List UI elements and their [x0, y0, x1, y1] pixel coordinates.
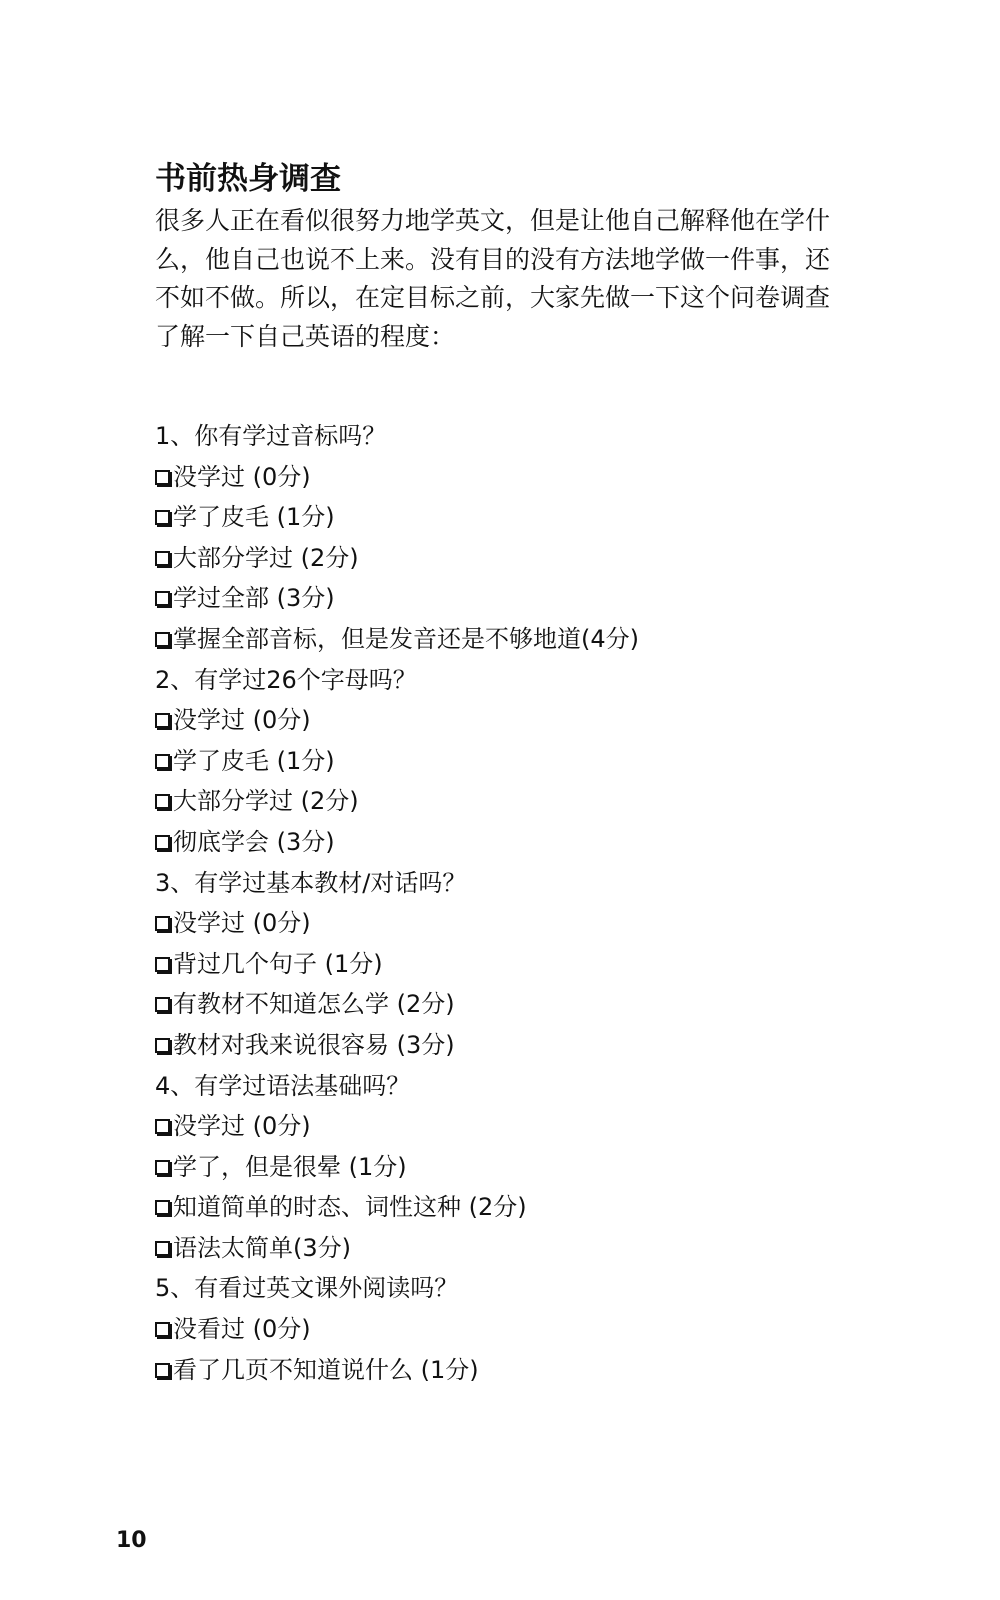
checkbox-icon[interactable] [155, 1200, 170, 1215]
question-2: 2、有学过26个字母吗？ [155, 665, 417, 694]
page-number: 10 [116, 1528, 147, 1553]
intro-paragraph: 很多人正在看似很努力地学英文，但是让他自己解释他在学什么，他自己也说不上来。没有目的没有方法地学做一件事，还不如不做。所以，在定目标之前，大家先做一下这个问卷调查了解一下自己英语的程度： [155, 206, 831, 351]
checkbox-icon[interactable] [155, 1038, 170, 1053]
option-label: 大部分学过 (2分) [173, 787, 359, 816]
option-label: 学了皮毛 (1分) [173, 746, 335, 775]
option-label: 没看过 (0分) [173, 1315, 311, 1344]
option-label: 没学过 (0分) [173, 462, 311, 491]
option-row[interactable] [155, 1187, 845, 1228]
checkbox-icon[interactable] [155, 591, 170, 606]
option-row[interactable] [155, 1350, 845, 1391]
checkbox-icon[interactable] [155, 997, 170, 1012]
option-row[interactable] [155, 497, 845, 538]
option-label: 学了，但是很晕 (1分) [173, 1152, 407, 1181]
checkbox-icon[interactable] [155, 1363, 170, 1378]
option-row[interactable] [155, 1106, 845, 1147]
checkbox-icon[interactable] [155, 713, 170, 728]
checkbox-icon[interactable] [155, 794, 170, 809]
option-label: 没学过 (0分) [173, 1112, 311, 1141]
option-row[interactable] [155, 578, 845, 619]
option-row[interactable] [155, 1228, 845, 1269]
option-label: 语法太简单(3分) [173, 1233, 351, 1262]
section-title: 书前热身调查 [155, 161, 341, 197]
checkbox-icon[interactable] [155, 835, 170, 850]
checkbox-icon[interactable] [155, 1160, 170, 1175]
option-label: 有教材不知道怎么学 (2分) [173, 990, 455, 1019]
question-1: 1、你有学过音标吗？ [155, 422, 387, 450]
option-row[interactable] [155, 538, 845, 579]
option-label: 掌握全部音标，但是发音还是不够地道(4分) [173, 624, 639, 653]
checkbox-icon[interactable] [155, 754, 170, 769]
question-3: 3、有学过基本教材/对话吗？ [155, 868, 467, 897]
option-row[interactable] [155, 1025, 845, 1066]
checkbox-icon[interactable] [155, 1119, 170, 1134]
checkbox-icon[interactable] [155, 510, 170, 525]
option-label: 彻底学会 (3分) [173, 827, 335, 856]
option-label: 看了几页不知道说什么 (1分) [173, 1355, 479, 1384]
option-row[interactable] [155, 781, 845, 822]
option-row[interactable] [155, 741, 845, 782]
checkbox-icon[interactable] [155, 916, 170, 931]
option-label: 没学过 (0分) [173, 706, 311, 735]
checkbox-icon[interactable] [155, 470, 170, 485]
option-row[interactable] [155, 1309, 845, 1350]
option-label: 教材对我来说很容易 (3分) [173, 1030, 455, 1059]
option-row[interactable] [155, 903, 845, 944]
question-5: 5、有看过英文课外阅读吗？ [155, 1274, 459, 1303]
option-row[interactable] [155, 944, 845, 985]
checkbox-icon[interactable] [155, 632, 170, 647]
survey-list [155, 416, 845, 1390]
checkbox-icon[interactable] [155, 957, 170, 972]
option-label: 大部分学过 (2分) [173, 543, 359, 572]
option-label: 学了皮毛 (1分) [173, 503, 335, 532]
checkbox-icon[interactable] [155, 1322, 170, 1337]
option-row[interactable] [155, 457, 845, 498]
option-label: 知道简单的时态、词性这种 (2分) [173, 1193, 527, 1222]
option-row[interactable] [155, 822, 845, 863]
page-content [155, 158, 845, 1390]
option-label: 背过几个句子 (1分) [173, 949, 383, 978]
checkbox-icon[interactable] [155, 1241, 170, 1256]
option-row[interactable] [155, 1147, 845, 1188]
option-row[interactable] [155, 984, 845, 1025]
option-label: 没学过 (0分) [173, 909, 311, 938]
option-row[interactable] [155, 700, 845, 741]
checkbox-icon[interactable] [155, 551, 170, 566]
question-4: 4、有学过语法基础吗？ [155, 1071, 411, 1100]
option-label: 学过全部 (3分) [173, 584, 335, 613]
option-row[interactable] [155, 619, 845, 660]
